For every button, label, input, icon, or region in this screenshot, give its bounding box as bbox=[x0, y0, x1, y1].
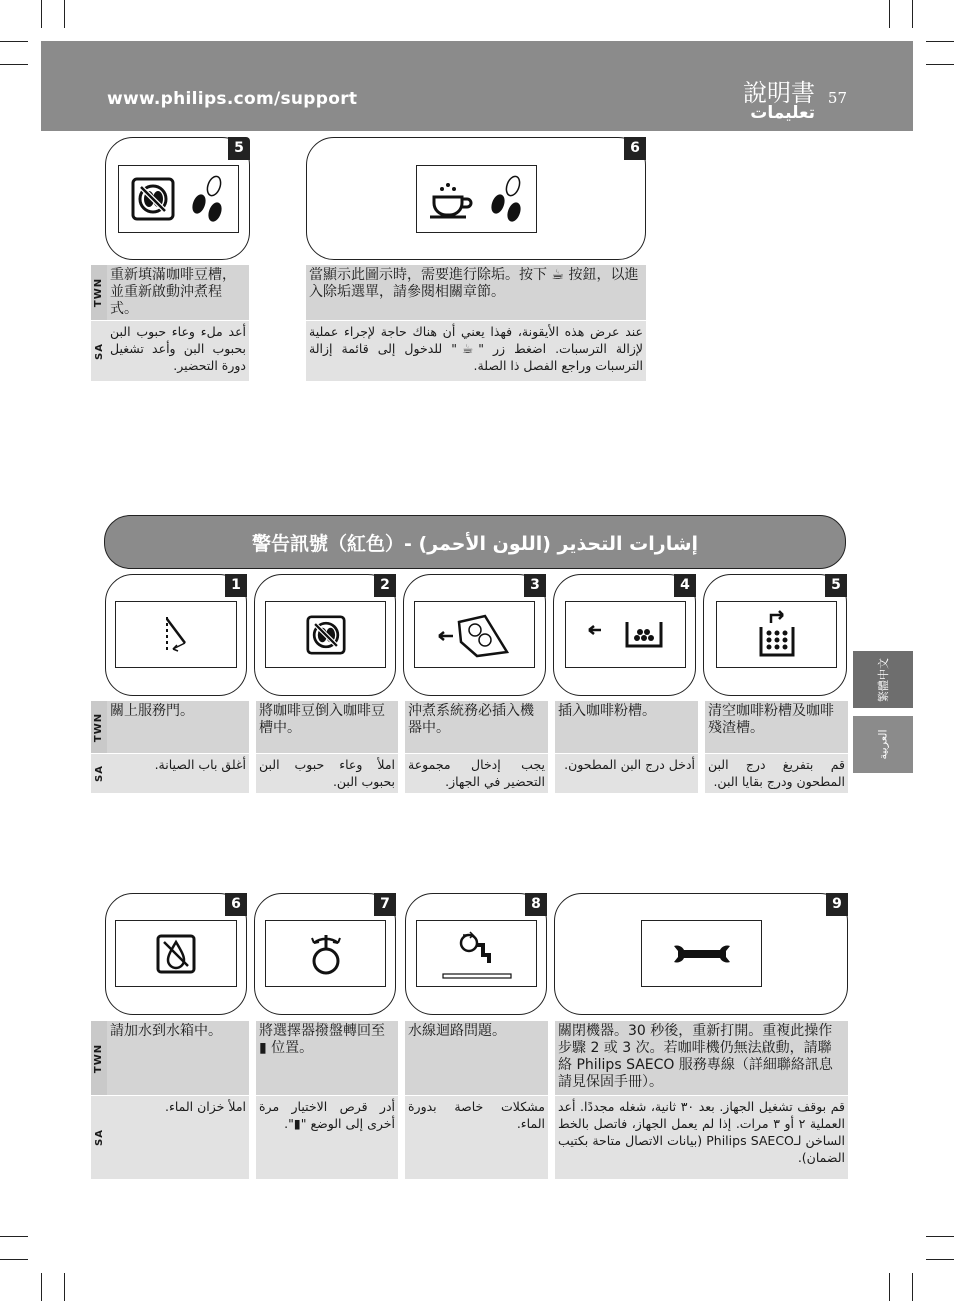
coffee-beans-icon bbox=[187, 174, 227, 224]
support-url[interactable]: www.philips.com/support bbox=[107, 89, 358, 109]
crop-mark bbox=[64, 0, 65, 28]
warning-card-2 bbox=[254, 574, 396, 696]
display-screen bbox=[416, 920, 537, 987]
wrench-icon bbox=[670, 942, 734, 966]
crop-mark bbox=[64, 1273, 65, 1301]
step-number: 5 bbox=[228, 137, 250, 160]
instruction-twn: 沖煮系統務必插入機器中。 bbox=[405, 701, 548, 753]
crop-mark bbox=[926, 1236, 954, 1237]
display-screen bbox=[641, 920, 762, 987]
display-screen bbox=[716, 601, 837, 668]
instruction-twn: 水線迴路問題。 bbox=[405, 1021, 548, 1095]
display-card-5 bbox=[105, 137, 250, 260]
coffee-beans-icon bbox=[486, 174, 526, 224]
display-screen bbox=[115, 920, 237, 987]
page-number: 57 bbox=[827, 89, 847, 107]
title-chinese: 說明書 bbox=[743, 79, 815, 107]
warnings-table-row2 bbox=[91, 1021, 848, 1179]
lang-code-sa: SA bbox=[91, 321, 107, 381]
descale-icon bbox=[428, 179, 474, 219]
instruction-twn: 將選擇器撥盤轉回至 ▮ 位置。 bbox=[256, 1021, 398, 1095]
display-card-6 bbox=[306, 137, 646, 260]
instruction-sa: مشكلات خاصة بدورة الماء. bbox=[405, 1096, 548, 1179]
instruction-table-5 bbox=[91, 265, 249, 381]
crop-mark bbox=[912, 0, 913, 28]
step-number: 8 bbox=[525, 893, 547, 916]
display-screen bbox=[565, 601, 686, 668]
display-screen bbox=[416, 165, 537, 233]
title-arabic: تعليمات bbox=[750, 103, 815, 123]
step-number: 9 bbox=[826, 893, 848, 916]
crop-mark bbox=[0, 41, 28, 42]
crop-mark bbox=[912, 1273, 913, 1301]
no-beans-icon bbox=[306, 615, 346, 655]
warning-card-5 bbox=[703, 574, 847, 696]
warning-card-9 bbox=[554, 893, 848, 1015]
empty-grounds-drawer-icon bbox=[757, 609, 797, 661]
tab-arabic[interactable] bbox=[853, 716, 913, 773]
crop-mark bbox=[889, 0, 890, 28]
crop-mark bbox=[0, 1236, 28, 1237]
warning-card-3 bbox=[403, 574, 546, 696]
banner-text: 警告訊號（紅色）- إشارات التحذير (اللون الأحمر) bbox=[251, 532, 699, 555]
tab-arabic-label: العربية bbox=[876, 729, 890, 760]
lang-code-twn: TWN bbox=[91, 265, 107, 320]
service-door-icon bbox=[161, 613, 191, 657]
instruction-twn: 當顯示此圖示時，需要進行除垢。按下 ☕ 按鈕，以進入除垢選單，請參閱相關章節。 bbox=[306, 265, 646, 320]
step-number: 3 bbox=[524, 574, 546, 597]
instruction-twn: 插入咖啡粉槽。 bbox=[555, 701, 698, 753]
lang-code-sa: SA bbox=[91, 754, 107, 793]
display-screen bbox=[118, 165, 239, 233]
instruction-sa: أغلق باب الصيانة. bbox=[107, 754, 249, 793]
crop-mark bbox=[889, 1273, 890, 1301]
lang-code-twn: TWN bbox=[91, 1021, 107, 1095]
display-screen bbox=[414, 601, 535, 668]
crop-mark bbox=[926, 64, 954, 65]
lang-code-sa: SA bbox=[91, 1096, 107, 1179]
warning-card-6 bbox=[105, 893, 247, 1015]
step-number: 2 bbox=[374, 574, 396, 597]
display-screen bbox=[265, 920, 386, 987]
crop-mark bbox=[926, 1259, 954, 1260]
crop-mark bbox=[926, 41, 954, 42]
coffee-grounds-drawer-icon bbox=[587, 618, 665, 652]
instruction-twn: 重新填滿咖啡豆槽，並重新啟動沖煮程式。 bbox=[107, 265, 249, 320]
warning-card-1 bbox=[105, 574, 247, 696]
warning-card-4 bbox=[553, 574, 696, 696]
warning-banner bbox=[104, 515, 846, 569]
step-number: 4 bbox=[674, 574, 696, 597]
step-number: 5 bbox=[825, 574, 847, 597]
instruction-table-6 bbox=[306, 265, 646, 381]
step-number: 6 bbox=[225, 893, 247, 916]
instruction-twn: 關上服務門。 bbox=[107, 701, 249, 753]
instruction-sa: قم بتفريغ درج البن المطحون ودرج بقايا البن. bbox=[705, 754, 848, 793]
instruction-sa: أدخل درج البن المطحون. bbox=[555, 754, 698, 793]
step-number: 6 bbox=[624, 137, 646, 160]
crop-mark bbox=[0, 64, 28, 65]
step-number: 1 bbox=[225, 574, 247, 597]
instruction-sa: أعد ملء وعاء حبوب البن بحبوب البن وأعد تشغيل دورة التحضير. bbox=[107, 321, 249, 381]
tab-chinese[interactable] bbox=[853, 651, 913, 708]
crop-mark bbox=[41, 0, 42, 28]
tab-chinese-label: 繁體中文 bbox=[877, 657, 890, 702]
no-beans-icon bbox=[131, 177, 175, 221]
warnings-table-row1 bbox=[91, 701, 848, 793]
instruction-twn: 將咖啡豆倒入咖啡豆槽中。 bbox=[256, 701, 398, 753]
instruction-sa: أدر قرص الاختيار مرة أخرى إلى الوضع "▮". bbox=[256, 1096, 398, 1179]
display-screen bbox=[265, 601, 386, 668]
step-number: 7 bbox=[374, 893, 396, 916]
instruction-twn: 關閉機器。30 秒後，重新打開。重複此操作步驟 2 或 3 次。若咖啡機仍無法啟動，請聯絡 Philips SAECO 服務專線（詳細聯絡訊息請見保固手冊）。 bbox=[555, 1021, 848, 1095]
selector-dial-icon bbox=[306, 931, 346, 977]
warning-card-8 bbox=[405, 893, 547, 1015]
crop-mark bbox=[0, 1259, 28, 1260]
instruction-sa: املأ وعاء حبوب البن بحبوب البن. bbox=[256, 754, 398, 793]
brew-group-icon bbox=[437, 612, 513, 658]
display-screen bbox=[115, 601, 237, 668]
instruction-sa: قم بوقف تشغيل الجهاز. بعد ٣٠ ثانية، شغله مجددًا. أعد العملية ٢ أو ٣ مرات. إذا لم يعمل الجهاز، فاتصل بالخط الساخن لـPhilips SAECO (بيانات الاتصال متاحة بكتيب الضمان). bbox=[555, 1096, 848, 1179]
instruction-twn: 清空咖啡粉槽及咖啡殘渣槽。 bbox=[705, 701, 848, 753]
base-line-icon bbox=[442, 973, 512, 979]
instruction-sa: يجب إدخال مجموعة التحضير في الجهاز. bbox=[405, 754, 548, 793]
water-circuit-icon bbox=[457, 929, 497, 969]
instruction-sa: عند عرض هذه الأيقونة، فهذا يعني أن هناك حاجة لإجراء عملية لإزالة الترسبات. اضغط زر "☕" للدخول إلى قائمة إزالة الترسبات وراجع الفصل ذا الصلة. bbox=[306, 321, 646, 381]
page-header bbox=[41, 41, 913, 131]
no-water-icon bbox=[156, 934, 196, 974]
instruction-sa: املأ خزان الماء. bbox=[107, 1096, 249, 1179]
instruction-twn: 請加水到水箱中。 bbox=[107, 1021, 249, 1095]
crop-mark bbox=[41, 1273, 42, 1301]
lang-code-twn: TWN bbox=[91, 701, 107, 753]
warning-card-7 bbox=[254, 893, 396, 1015]
